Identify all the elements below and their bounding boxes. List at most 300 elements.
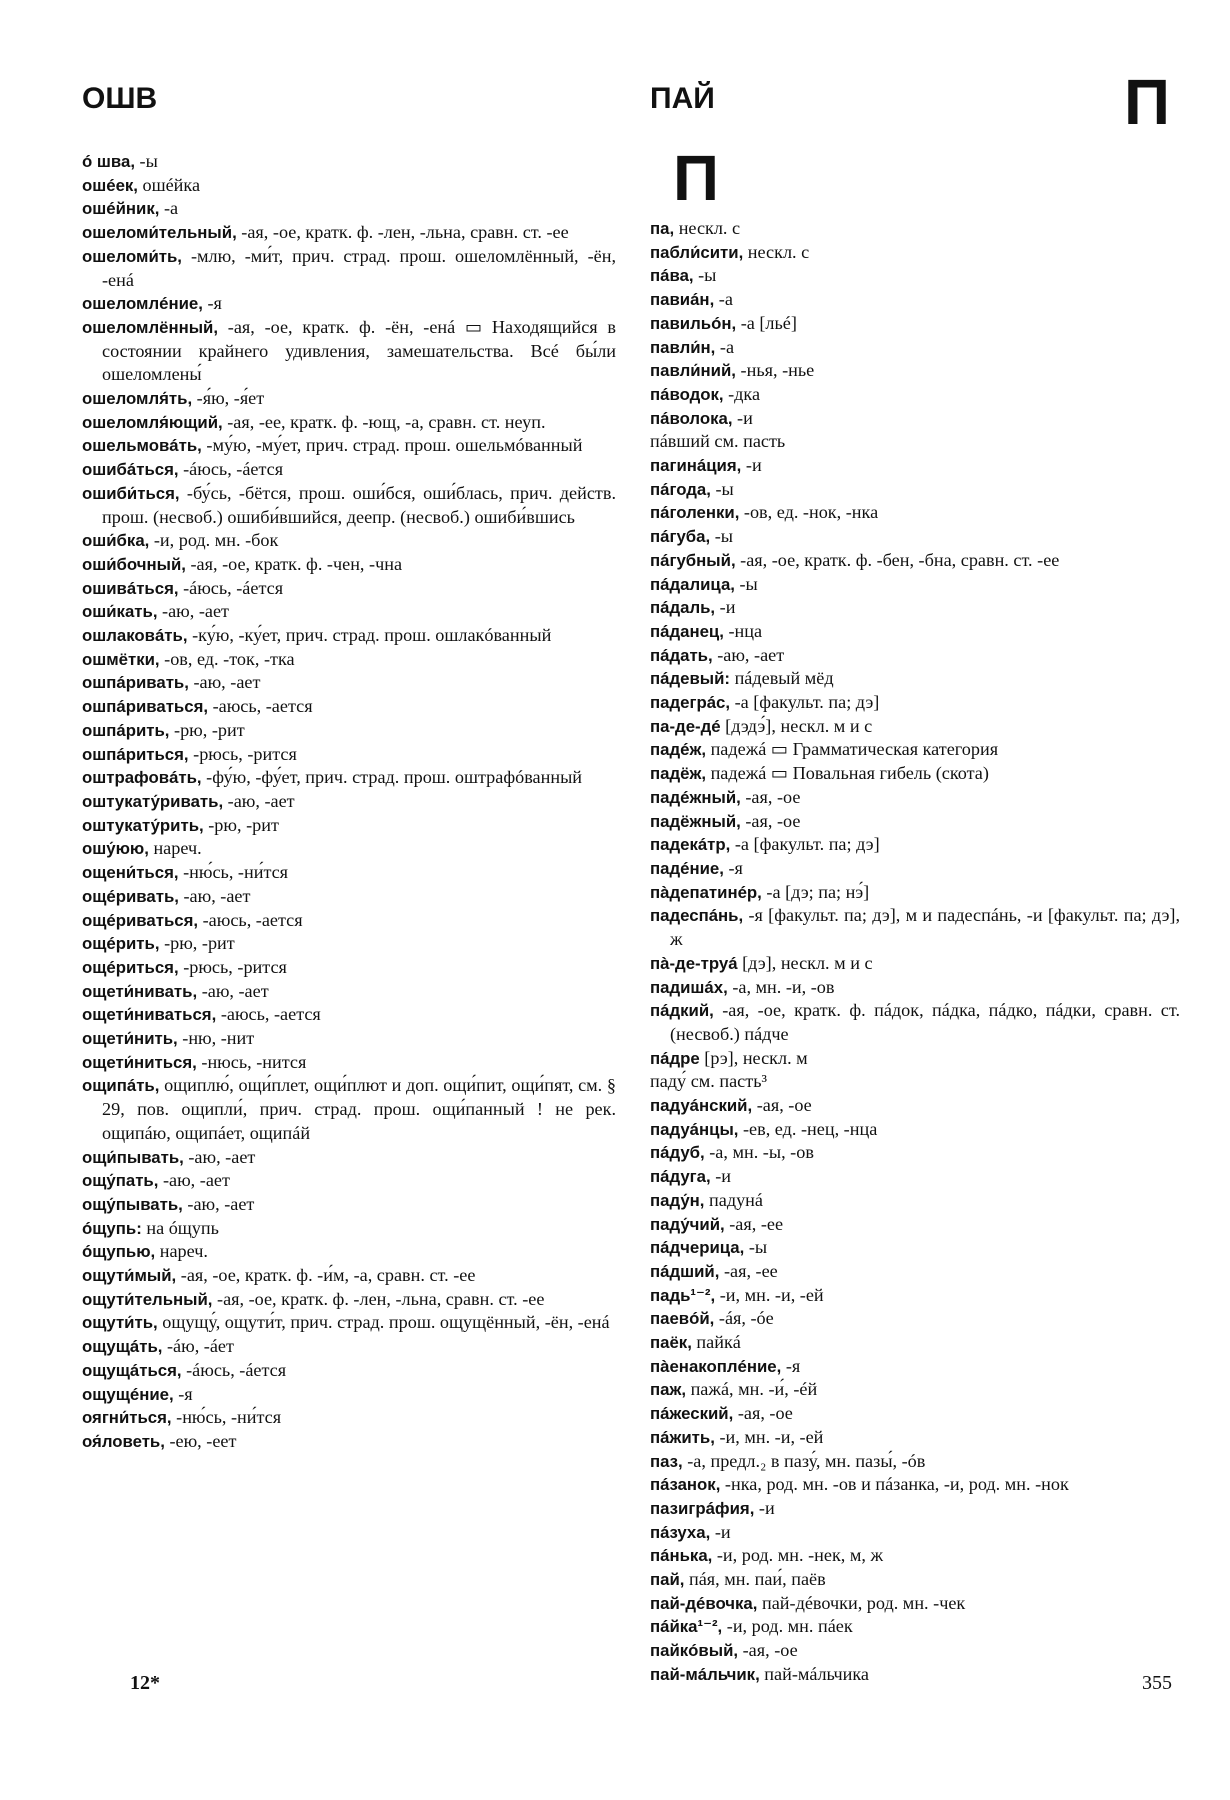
dictionary-entry — [650, 810, 1180, 834]
dictionary-entry — [650, 1070, 1180, 1094]
entry-headword: пáгубный, — [650, 550, 736, 570]
dictionary-entry — [650, 549, 1180, 573]
dictionary-entry — [650, 312, 1180, 336]
dictionary-entry — [82, 885, 616, 909]
entry-grammar: -ая, -ое — [740, 786, 801, 807]
entry-grammar: -я [факульт. па; дэ], м и падеспáнь, -и [факульт. па; дэ], ж — [670, 905, 1180, 950]
entry-headword: павли́н, — [650, 337, 716, 357]
dictionary-entry — [650, 1450, 1180, 1474]
entry-headword: паж, — [650, 1380, 687, 1400]
dictionary-entry — [82, 719, 616, 743]
entry-headword: падуáнцы, — [650, 1119, 739, 1139]
entry-grammar: -ку́ю, -ку́ет, прич. страд. прош. ошлакóванный — [187, 625, 552, 646]
entry-headword: пáнька, — [650, 1546, 713, 1566]
dictionary-entry — [650, 430, 1180, 454]
entry-grammar: -ы — [135, 151, 158, 171]
entry-grammar: -и, род. мн. -бок — [149, 530, 279, 551]
dictionary-entry — [82, 1217, 616, 1241]
dictionary-entry — [650, 976, 1180, 1000]
entry-headword: паду́чий, — [650, 1214, 725, 1234]
entry-headword: пабли́сити, — [650, 242, 744, 262]
dictionary-entry — [82, 956, 616, 980]
dictionary-entry — [82, 1430, 616, 1454]
entry-headword: падёж, — [650, 764, 707, 784]
dictionary-entry — [650, 1236, 1180, 1260]
entry-grammar: -нца — [723, 620, 763, 641]
section-start-letter: П — [673, 142, 719, 214]
entry-headword: пай, — [650, 1570, 685, 1590]
dictionary-entry — [82, 837, 616, 861]
entry-grammar: -а [факульт. па; дэ] — [730, 834, 880, 855]
entry-grammar: -я — [781, 1355, 801, 1376]
dictionary-entry — [650, 1284, 1180, 1308]
entry-headword: падишáх, — [650, 977, 728, 997]
entry-headword: ощени́ться, — [82, 863, 179, 883]
entry-grammar: на óщупь — [141, 1217, 219, 1238]
entry-headword: паевóй, — [650, 1309, 715, 1329]
dictionary-entry — [82, 600, 616, 624]
dictionary-entry — [82, 909, 616, 933]
entry-grammar: -ню, -нит — [177, 1028, 255, 1049]
entry-headword: пáйка¹⁻², — [650, 1617, 723, 1637]
entry-headword: ощу́пать, — [82, 1171, 159, 1191]
dictionary-entry — [82, 1051, 616, 1075]
entry-headword: оя́ловеть, — [82, 1431, 165, 1451]
dictionary-entry — [650, 383, 1180, 407]
entry-headword: пай-мáльчик, — [650, 1664, 760, 1684]
entry-headword: пáдчерица, — [650, 1238, 745, 1258]
dictionary-entry — [650, 1047, 1180, 1071]
dictionary-entry — [82, 1193, 616, 1217]
dictionary-entry — [650, 1497, 1180, 1521]
dictionary-entry — [650, 1663, 1180, 1687]
entry-grammar: -нка, род. мн. -ов и пáзанка, -и, род. мн. -нок — [720, 1474, 1069, 1495]
entry-headword: ощущáть, — [82, 1337, 163, 1357]
entry-grammar: пай-мáльчика — [759, 1663, 869, 1684]
entry-grammar: -áя, -óе — [714, 1308, 774, 1329]
entry-grammar: -рю, -рит — [203, 814, 279, 835]
entry-grammar: -аю, -ает — [157, 601, 229, 622]
entry-grammar: -а — [714, 289, 733, 310]
entry-grammar: -рю, -рит — [159, 933, 235, 954]
dictionary-entry — [82, 743, 616, 767]
entry-grammar: -аю, -ает — [197, 980, 269, 1001]
entry-grammar: нареч. — [155, 1241, 208, 1262]
entry-grammar: -аю, -ает — [158, 1170, 230, 1191]
dictionary-entry — [82, 316, 616, 387]
entry-grammar: -ев, ед. -нец, -нца — [738, 1118, 878, 1139]
entry-headword: пагинáция, — [650, 456, 742, 476]
entry-grammar: -ая, -ое, кратк. ф. -лен, -льна, сравн. ст. -ее — [236, 222, 569, 243]
entry-headword: пáдший, — [650, 1261, 720, 1281]
dictionary-entry — [650, 1639, 1180, 1663]
entry-headword: паз, — [650, 1451, 683, 1471]
dictionary-entry — [650, 1592, 1180, 1616]
entry-headword: ошельмовáть, — [82, 436, 202, 456]
entry-headword: оштрафовáть, — [82, 768, 202, 788]
entry-headword: ошéйник, — [82, 199, 160, 219]
entry-grammar: -а [факульт. па; дэ] — [730, 692, 880, 713]
dictionary-entry — [650, 264, 1180, 288]
dictionary-entry — [650, 644, 1180, 668]
entry-headword: падекáтр, — [650, 835, 731, 855]
entry-grammar: [дэдэ́], нескл. м и с — [720, 715, 873, 736]
entry-grammar: -фу́ю, -фу́ет, прич. страд. прош. оштрафóванный — [201, 767, 583, 788]
entry-headword: ошиби́ться, — [82, 483, 180, 503]
entry-grammar: -ов, ед. -нок, -нка — [739, 502, 879, 523]
entry-headword: ошлаковáть, — [82, 626, 188, 646]
entry-grammar: -ая, -ое, кратк. ф. -ён, -енá ▭ Находящийся в состоянии крайнего удивления, замешательства. Всé бы́ли ошеломлены́ — [102, 316, 616, 385]
entry-headword: пáводок, — [650, 384, 724, 404]
dictionary-entry — [82, 1003, 616, 1027]
entry-grammar: -ы — [710, 478, 734, 499]
dictionary-entry — [650, 1260, 1180, 1284]
entry-headword: ошмётки, — [82, 649, 160, 669]
entry-grammar: -ая, -ое, кратк. ф. -лен, -льна, сравн. ст. -ее — [212, 1288, 545, 1309]
entry-headword: падéние, — [650, 858, 724, 878]
entry-grammar: нескл. с — [674, 218, 741, 238]
entry-headword: ощути́мый, — [82, 1266, 177, 1286]
entry-grammar: ошéйка — [137, 174, 201, 195]
dictionary-entry — [650, 1141, 1180, 1165]
entry-grammar: [рэ], нескл. м — [699, 1047, 808, 1068]
dictionary-entry — [650, 786, 1180, 810]
dictionary-entry — [650, 501, 1180, 525]
entry-headword: пáзанок, — [650, 1475, 721, 1495]
entry-headword: оштукату́рить, — [82, 815, 204, 835]
entry-grammar: -аю, -ает — [188, 672, 261, 693]
dictionary-entry — [82, 292, 616, 316]
entry-grammar: -ы — [744, 1237, 768, 1258]
dictionary-entry — [82, 197, 616, 221]
entry-grammar: -ов, ед. -ток, -тка — [159, 648, 295, 669]
entry-grammar: -аю, -ает — [182, 1193, 255, 1214]
dictionary-entry — [650, 1615, 1180, 1639]
dictionary-entry — [650, 288, 1180, 312]
entry-headword: ошеломлённый, — [82, 317, 219, 337]
entry-grammar: -ню́сь, -ни́тся — [178, 862, 289, 883]
entry-grammar: -рю, -рит — [169, 719, 245, 740]
entry-grammar: -а [льé] — [736, 312, 797, 333]
entry-grammar: -му́ю, -му́ет, прич. страд. прош. ошельмóванный — [201, 435, 583, 456]
entry-grammar: -ая, -ое, кратк. ф. -и́м, -а, сравн. ст. -ее — [176, 1265, 476, 1286]
entry-headword: ощети́ниваться, — [82, 1005, 217, 1025]
dictionary-entry — [650, 454, 1180, 478]
dictionary-entry — [82, 671, 616, 695]
dictionary-entry — [650, 1568, 1180, 1592]
entry-headword: падéж, — [650, 740, 707, 760]
dictionary-entry — [650, 407, 1180, 431]
right-column — [650, 217, 1180, 1687]
entry-headword: пáжеский, — [650, 1404, 734, 1424]
entry-grammar: -ая, -ее, кратк. ф. -ющ, -а, сравн. ст. неуп. — [222, 411, 546, 432]
entry-headword: ошпáривать, — [82, 673, 189, 693]
entry-headword: па, — [650, 219, 675, 238]
dictionary-entry — [82, 553, 616, 577]
dictionary-entry — [82, 814, 616, 838]
entry-headword: пáдре — [650, 1048, 700, 1068]
dictionary-entry — [82, 624, 616, 648]
dictionary-entry — [650, 833, 1180, 857]
section-letter-corner: П — [1124, 66, 1170, 138]
entry-headword: пáволока, — [650, 408, 733, 428]
entry-headword: ощéрить, — [82, 934, 160, 954]
entry-grammar: -ая, -ое, кратк. ф. -чен, -чна — [185, 553, 403, 574]
dictionary-entry — [650, 1473, 1180, 1497]
entry-headword: пáгода, — [650, 479, 711, 499]
entry-grammar: ощиплю́, ощи́плет, ощи́плют и доп. ощи́пит, ощи́пят, см. § 29, пов. ощипли́, прич. страд. прош. ощи́панный ! не рек. ощипáю, ощипáет, ощипáй — [102, 1075, 616, 1143]
entry-grammar: -и, мн. -и, -ей — [714, 1426, 824, 1447]
entry-grammar: -аюсь, -ается — [216, 1004, 321, 1025]
dictionary-entry — [650, 881, 1180, 905]
entry-grammar: -аю, -ает — [183, 1146, 256, 1167]
entry-headword: ощущéние, — [82, 1384, 174, 1404]
entry-grammar: -áюсь, -áется — [178, 459, 284, 480]
entry-headword: ощéривать, — [82, 886, 179, 906]
dictionary-entry — [82, 648, 616, 672]
dictionary-entry — [82, 434, 616, 458]
entry-grammar: -ы — [710, 526, 733, 547]
entry-grammar: -дка — [723, 383, 761, 404]
entry-headword: ощéриваться, — [82, 910, 199, 930]
entry-grammar: -áюсь, -áется — [178, 577, 284, 598]
entry-grammar: -я — [173, 1383, 193, 1404]
dictionary-entry — [650, 1094, 1180, 1118]
entry-grammar: -и — [710, 1166, 731, 1187]
entry-headword: пáданец, — [650, 621, 724, 641]
entry-grammar: -нья, -нье — [735, 360, 815, 381]
dictionary-entry — [650, 336, 1180, 360]
entry-grammar: -аю, -ает — [712, 644, 785, 665]
entry-headword: ощети́ниться, — [82, 1052, 197, 1072]
entry-headword: пàдепатинéр, — [650, 882, 762, 902]
entry-grammar: -и — [710, 1521, 731, 1542]
entry-headword: ощи́пывать, — [82, 1147, 184, 1167]
dictionary-entry — [650, 620, 1180, 644]
entry-headword: паёк, — [650, 1333, 692, 1353]
entry-grammar: -и — [754, 1497, 775, 1518]
entry-headword: ощущáться, — [82, 1360, 182, 1380]
entry-grammar: -я — [723, 857, 743, 878]
entry-headword: ощути́ть, — [82, 1313, 158, 1333]
dictionary-entry — [82, 221, 616, 245]
entry-headword: пàенакоплéние, — [650, 1356, 782, 1376]
entry-headword: ощéриться, — [82, 957, 179, 977]
dictionary-entry — [82, 411, 616, 435]
dictionary-entry — [82, 1027, 616, 1051]
entry-grammar: пайкá — [691, 1332, 741, 1353]
entry-grammar: -ая, -ое — [752, 1095, 812, 1116]
dictionary-entry — [650, 715, 1180, 739]
entry-headword: ощети́нивать, — [82, 981, 198, 1001]
dictionary-entry — [650, 1307, 1180, 1331]
dictionary-entry — [82, 1074, 616, 1145]
entry-grammar: нескл. с — [743, 241, 810, 262]
entry-headword: ошивáться, — [82, 578, 179, 598]
entry-grammar: -нюсь, -нится — [196, 1051, 307, 1072]
entry-headword: падуáнский, — [650, 1096, 753, 1116]
dictionary-entry — [82, 150, 616, 174]
dictionary-entry — [650, 904, 1180, 951]
dictionary-entry — [82, 1335, 616, 1359]
dictionary-entry — [82, 1288, 616, 1312]
dictionary-entry — [82, 1406, 616, 1430]
dictionary-entry — [650, 691, 1180, 715]
dictionary-entry — [82, 1240, 616, 1264]
entry-headword: падеспáнь, — [650, 906, 744, 926]
entry-grammar: -аюсь, -ается — [198, 909, 303, 930]
footer-signature-mark: 12* — [130, 1672, 160, 1694]
entry-headword: ошеломля́ть, — [82, 389, 193, 409]
entry-headword: оштукату́ривать, — [82, 791, 224, 811]
dictionary-entry — [82, 932, 616, 956]
dictionary-entry — [650, 1189, 1180, 1213]
entry-headword: падёжный, — [650, 811, 741, 831]
entry-headword: ощу́пывать, — [82, 1194, 183, 1214]
left-column — [82, 150, 616, 1454]
dictionary-entry — [82, 529, 616, 553]
entry-headword: пайкóвый, — [650, 1641, 739, 1661]
entry-grammar: падежá ▭ Повальная гибель (скота) — [706, 763, 989, 784]
entry-headword: павли́ний, — [650, 361, 736, 381]
entry-grammar: пай-дéвочки, род. мн. -чек — [757, 1592, 966, 1613]
entry-grammar: -ая, -ое — [733, 1403, 793, 1424]
entry-headword: óщупью, — [82, 1242, 156, 1262]
entry-headword: ощети́нить, — [82, 1029, 178, 1049]
dictionary-entry — [650, 1213, 1180, 1237]
dictionary-entry — [650, 1426, 1180, 1450]
entry-headword: ощути́тельный, — [82, 1289, 213, 1309]
entry-grammar: -а — [715, 336, 735, 357]
entry-grammar: пáдевый мёд — [730, 668, 834, 689]
entry-headword: пáдуга, — [650, 1167, 711, 1187]
entry-headword: пáдать, — [650, 645, 713, 665]
entry-grammar: -ею, -еет — [164, 1430, 237, 1451]
entry-headword: ошпáриться, — [82, 744, 189, 764]
dictionary-entry — [82, 245, 616, 292]
entry-headword: па-де-дé — [650, 716, 721, 736]
dictionary-entry — [82, 1169, 616, 1193]
dictionary-entry — [650, 478, 1180, 502]
dictionary-entry — [650, 217, 1180, 241]
entry-grammar: -и — [715, 597, 736, 618]
dictionary-entry — [82, 695, 616, 719]
entry-headword: оши́бка, — [82, 531, 150, 551]
entry-grammar: -я́ю, -я́ет — [192, 388, 265, 409]
entry-headword: пáдуб, — [650, 1143, 705, 1163]
entry-grammar: -ая, -ее — [724, 1213, 784, 1234]
dictionary-entry — [650, 1378, 1180, 1402]
entry-headword: пай-дéвочка, — [650, 1593, 758, 1613]
entry-headword: ошéек, — [82, 175, 138, 195]
entry-headword: пáдкий, — [650, 1001, 714, 1021]
dictionary-entry — [650, 1118, 1180, 1142]
dictionary-entry — [82, 1311, 616, 1335]
entry-headword: пáжить, — [650, 1427, 715, 1447]
dictionary-entry — [650, 1402, 1180, 1426]
dictionary-entry — [650, 999, 1180, 1046]
dictionary-entry — [650, 1165, 1180, 1189]
entry-headword: ошеломи́ть, — [82, 246, 182, 266]
dictionary-entry — [650, 359, 1180, 383]
dictionary-entry — [82, 861, 616, 885]
entry-headword: пáва, — [650, 266, 694, 286]
entry-headword: паду́н, — [650, 1190, 705, 1210]
dictionary-entry — [650, 525, 1180, 549]
entry-grammar: -рюсь, -рится — [188, 743, 297, 764]
dictionary-entry — [650, 738, 1180, 762]
dictionary-entry — [82, 577, 616, 601]
dictionary-entry — [650, 952, 1180, 976]
guide-word-left: ОШВ — [82, 82, 158, 115]
dictionary-entry — [82, 387, 616, 411]
dictionary-entry — [82, 458, 616, 482]
entry-grammar: -ая, -ое, кратк. ф. пáдок, пáдка, пáдко, пáдки, сравн. ст. (несвоб.) пáдче — [670, 1000, 1180, 1044]
dictionary-entry — [650, 573, 1180, 597]
entry-grammar: пажá, мн. -и́, -éй — [686, 1379, 818, 1400]
dictionary-entry — [82, 980, 616, 1004]
dictionary-entry — [650, 667, 1180, 691]
entry-headword: падéжный, — [650, 787, 741, 807]
dictionary-entry — [650, 596, 1180, 620]
entry-grammar: -ая, -ое — [740, 810, 801, 831]
dictionary-entry — [650, 1544, 1180, 1568]
entry-headword: оши́кать, — [82, 602, 158, 622]
entry-grammar: ощущу́, ощути́т, прич. страд. прош. ощущённый, -ён, -енá — [157, 1312, 610, 1333]
entry-headword: ошпáриваться, — [82, 697, 209, 717]
dictionary-entry — [82, 790, 616, 814]
page-number: 355 — [1142, 1672, 1172, 1694]
entry-grammar: -и, мн. -и, -ей — [715, 1284, 824, 1305]
entry-headword: падегрáс, — [650, 693, 731, 713]
entry-grammar: -ы — [734, 573, 758, 594]
entry-grammar: -и, род. мн. пáек — [722, 1616, 853, 1637]
dictionary-entry — [82, 1264, 616, 1288]
entry-headword: павильóн, — [650, 313, 737, 333]
entry-grammar: пáвший см. пасть — [650, 431, 786, 452]
entry-grammar: -млю, -ми́т, прич. страд. прош. ошеломлённый, -ён, -енá — [102, 245, 616, 290]
entry-grammar: -а [дэ; па; нэ́] — [761, 881, 870, 902]
entry-grammar: -рюсь, -рится — [178, 956, 287, 977]
dictionary-entry — [650, 241, 1180, 265]
guide-word-right: ПАЙ — [650, 82, 715, 115]
entry-grammar: -ы — [693, 265, 717, 286]
entry-headword: пáдевый: — [650, 669, 731, 689]
entry-headword: падь¹⁻², — [650, 1285, 716, 1305]
entry-grammar: падунá — [704, 1189, 763, 1210]
entry-grammar: -я — [202, 293, 222, 314]
entry-grammar: падежá ▭ Грамматическая категория — [706, 739, 999, 760]
entry-grammar: -ню́сь, -ни́тся — [171, 1407, 282, 1428]
dictionary-entry — [82, 174, 616, 198]
entry-headword: пáдаль, — [650, 598, 716, 618]
entry-headword: пáголенки, — [650, 503, 740, 523]
entry-headword: ó шва, — [82, 152, 135, 171]
entry-grammar: -ая, -ое, кратк. ф. -бен, -бна, сравн. ст. -ее — [735, 549, 1060, 570]
entry-grammar: нареч. — [148, 838, 202, 859]
entry-headword: павиáн, — [650, 290, 715, 310]
entry-headword: пáдалица, — [650, 574, 735, 594]
entry-grammar: -ая, -ое — [738, 1640, 798, 1661]
dictionary-entry — [650, 857, 1180, 881]
dictionary-entry — [650, 762, 1180, 786]
dictionary-entry — [650, 1521, 1180, 1545]
dictionary-entry — [650, 1355, 1180, 1379]
dictionary-entry — [82, 1359, 616, 1383]
dictionary-entry — [650, 1331, 1180, 1355]
entry-grammar: паду́ см. пасть³ — [650, 1071, 767, 1092]
entry-grammar: -бу́сь, -бётся, прош. оши́бся, оши́блась, прич. действ. прош. (несвоб.) ошиби́вшийся, деепр. (несвоб.) ошиби́вшись — [102, 482, 616, 527]
